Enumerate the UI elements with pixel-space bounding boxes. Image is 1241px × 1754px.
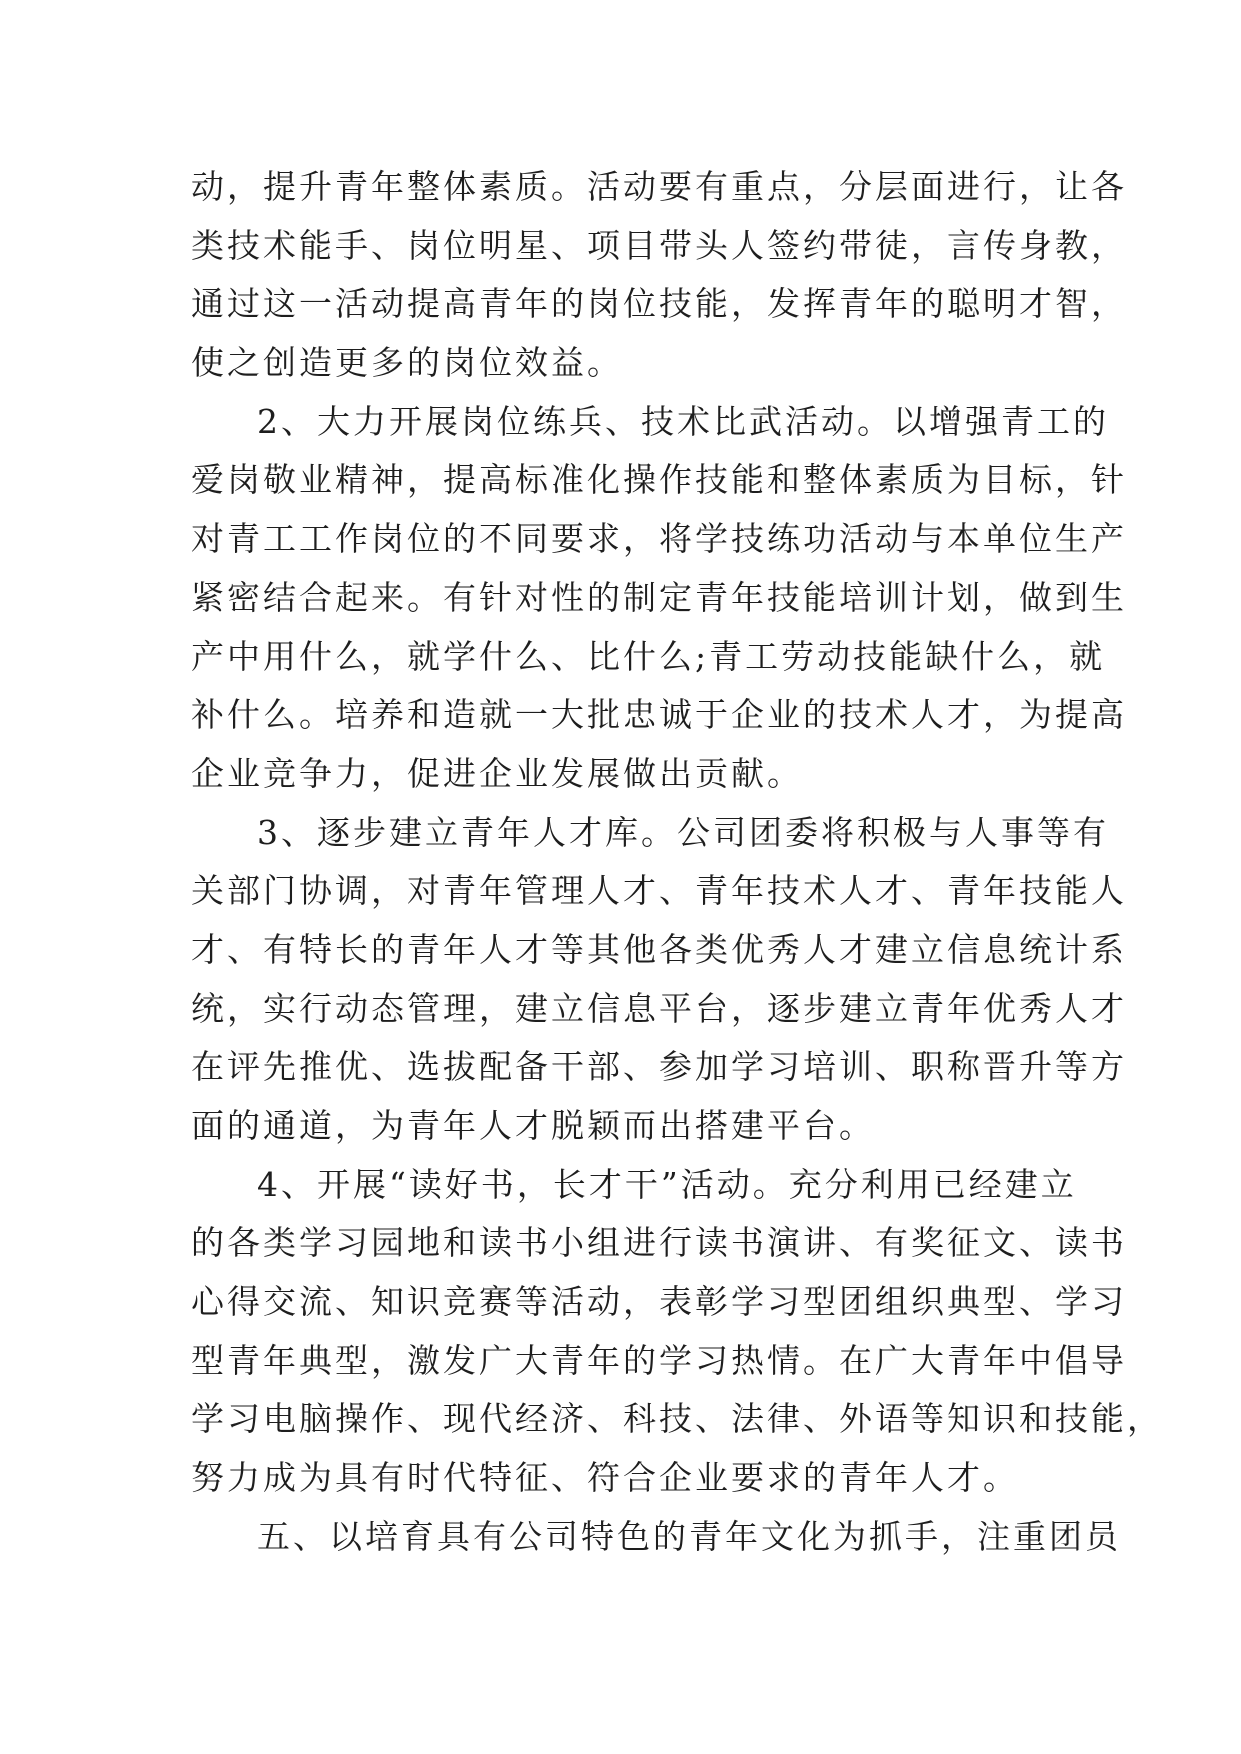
text-line: 心得交流、知识竞赛等活动，表彰学习型团组织典型、学习	[191, 1282, 1127, 1322]
text-line: 统，实行动态管理，建立信息平台，逐步建立青年优秀人才	[191, 988, 1127, 1028]
document-body	[191, 158, 1163, 1567]
text-line: 动，提升青年整体素质。活动要有重点，分层面进行，让各	[191, 167, 1127, 206]
text-line: 补什么。培养和造就一大批忠诚于企业的技术人才，为提高	[191, 695, 1127, 735]
text-line: 产中用什么，就学什么、比什么;青工劳动技能缺什么，就	[191, 636, 1106, 676]
text-line: 型青年典型，激发广大青年的学习热情。在广大青年中倡导	[191, 1340, 1127, 1380]
text-line: 企业竞争力，促进企业发展做出贡献。	[191, 753, 803, 793]
text-line: 4、开展“读好书，长才干”活动。充分利用已经建立	[257, 1164, 1077, 1204]
text-line: 在评先推优、选拔配备干部、参加学习培训、职称晋升等方	[191, 1047, 1127, 1087]
text-line: 面的通道，为青年人才脱颖而出搭建平台。	[191, 1106, 875, 1145]
text-line: 对青工工作岗位的不同要求，将学技练功活动与本单位生产	[191, 519, 1127, 559]
text-line: 通过这一活动提高青年的岗位技能，发挥青年的聪明才智，	[191, 284, 1127, 324]
text-line: 的各类学习园地和读书小组进行读书演讲、有奖征文、读书	[191, 1223, 1127, 1263]
text-line: 努力成为具有时代特征、符合企业要求的青年人才。	[191, 1458, 1019, 1498]
text-line: 类技术能手、岗位明星、项目带头人签约带徒，言传身教，	[191, 225, 1127, 265]
text-line: 2、大力开展岗位练兵、技术比武活动。以增强青工的	[257, 401, 1109, 441]
text-line: 关部门协调，对青年管理人才、青年技术人才、青年技能人	[191, 871, 1127, 911]
text-line: 五、以培育具有公司特色的青年文化为抓手，注重团员	[257, 1516, 1121, 1556]
text-line: 才、有特长的青年人才等其他各类优秀人才建立信息统计系	[191, 929, 1127, 969]
text-line: 使之创造更多的岗位效益。	[191, 343, 623, 383]
text-line: 紧密结合起来。有针对性的制定青年技能培训计划，做到生	[191, 577, 1127, 617]
text-line: 学习电脑操作、现代经济、科技、法律、外语等知识和技能，	[191, 1399, 1163, 1439]
text-line: 3、逐步建立青年人才库。公司团委将积极与人事等有	[257, 812, 1109, 852]
text-line: 爱岗敬业精神，提高标准化操作技能和整体素质为目标，针	[191, 460, 1127, 500]
